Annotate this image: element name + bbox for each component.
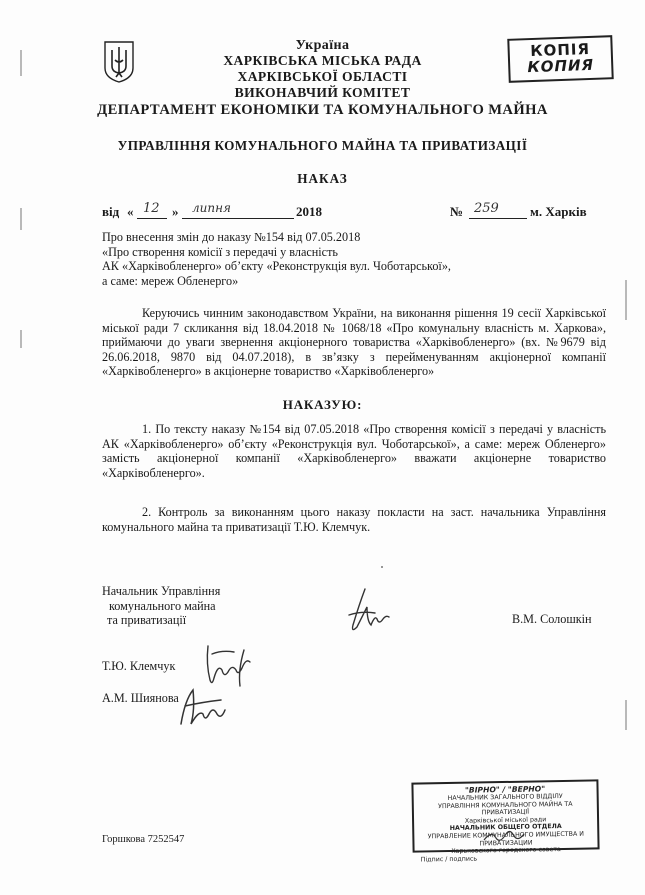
header-directorate: УПРАВЛІННЯ КОМУНАЛЬНОГО МАЙНА ТА ПРИВАТИЗАЦІЇ — [117, 138, 528, 153]
signature-title — [102, 584, 322, 628]
stamp-signature-icon — [480, 826, 540, 846]
approval-signature-icon — [175, 680, 235, 730]
header-region: ХАРКІВСЬКОЇ ОБЛАСТІ — [237, 69, 408, 84]
order-item-2: 2. Контроль за виконанням цього наказу покласти на заст. начальника Управління комунального майна та приватизації Т.Ю. Клемчук. — [102, 505, 606, 534]
header-city-council: ХАРКІВСЬКА МІСЬКА РАДА — [223, 53, 422, 68]
date-day-handwritten: 12 — [143, 201, 160, 216]
date-number-line — [102, 201, 622, 222]
copy-stamp — [507, 35, 613, 83]
signature-title-line-2: комунального майна — [109, 598, 216, 613]
certify-stamp-line-8: Підпис / подпись — [420, 855, 478, 864]
signatory-name: В.М. Солошкін — [512, 612, 592, 626]
order-number-handwritten: 259 — [474, 201, 499, 216]
scan-edge-mark — [20, 208, 22, 230]
signature-title-line-3: та приватизації — [107, 613, 187, 628]
day-underline — [137, 218, 167, 219]
executor-note: Горшкова 7252547 — [102, 834, 185, 845]
copy-stamp-line-1: КОПІЯ — [530, 39, 591, 61]
order-item-1: 1. По тексту наказу №154 від 07.05.2018 «Про створення комісії з передачі у власність АК «Харківобленерго» об’єкту «Реконструкція вул. Чоботарської», а саме: мереж Обленерго» замість акціонерної компанії «Харківобленерго» вважати акціонерне товариство «Харківобленерго». — [102, 422, 606, 480]
certify-stamp-line-2: НАЧАЛЬНИК ЗАГАЛЬНОГО ВІДДІЛУ — [447, 792, 563, 803]
header-department: ДЕПАРТАМЕНТ ЕКОНОМІКИ ТА КОМУНАЛЬНОГО МАЙНА — [97, 102, 548, 118]
certify-stamp-line-5: НАЧАЛЬНИК ОБЩЕГО ОТДЕЛА — [449, 823, 562, 833]
place: м. Харків — [530, 204, 587, 219]
scan-edge-mark — [625, 280, 627, 320]
header-country: Україна — [295, 38, 350, 53]
date-year: 2018 — [296, 204, 322, 219]
head-signature-icon — [345, 585, 395, 637]
order-number-sign: № — [450, 204, 464, 219]
order-heading: НАКАЗУЮ: — [282, 397, 363, 412]
scan-edge-mark — [625, 700, 627, 730]
subject-line-2: «Про створення комісії з передачі у власність — [102, 244, 338, 259]
certify-stamp-line-4: Харківської міської ради — [464, 816, 547, 825]
document-type-title: НАКАЗ — [297, 171, 348, 186]
approval-name-shiyanova: А.М. Шиянова — [102, 691, 179, 705]
preamble-paragraph: Керуючись чинним законодавством України, на виконання рішення 19 сесії Харківської міської ради 7 скликання від 18.04.2018 № 1068/18 «Про комунальну власність м. Харкова», приймаючи до уваги звернення акціонерного товариства «Харківобленерго» (вх. №9679 від 26.06.2018, 9870 від 04.07.2018), в зв’язку з перейменуванням акціонерної компанії «Харківобленерго» в акціонерне товариство «Харківобленерго» — [102, 306, 606, 379]
date-open-quote: « — [127, 204, 134, 219]
date-prefix: від — [102, 204, 120, 219]
header-committee: ВИКОНАВЧИЙ КОМІТЕТ — [234, 85, 411, 100]
date-month-handwritten: липня — [192, 201, 231, 215]
month-underline — [182, 218, 294, 219]
scan-edge-mark — [20, 330, 22, 348]
subject-line-1: Про внесення змін до наказу №154 від 07.05.2018 — [102, 230, 361, 244]
number-underline — [469, 218, 527, 219]
certify-stamp-line-3: УПРАВЛІННЯ КОМУНАЛЬНОГО МАЙНА ТА ПРИВАТИЗАЦІЇ — [438, 800, 573, 817]
certify-stamp-line-1: "ВІРНО" / "ВЕРНО" — [464, 784, 546, 795]
certify-stamp-line-7: Харьковского городского совета — [451, 846, 561, 856]
subject-line-3: АК «Харківобленерго» об’єкту «Реконструкція вул. Чоботарської», — [102, 259, 451, 274]
subject-line-4: а саме: мереж Обленерго» — [102, 273, 239, 288]
approval-name-klemchuk: Т.Ю. Клемчук — [102, 659, 176, 673]
scan-dot — [381, 566, 383, 568]
date-close-quote: » — [172, 204, 179, 219]
order-subject — [102, 230, 522, 288]
signature-title-line-1: Начальник Управління — [102, 584, 221, 598]
certify-stamp-line-6: УПРАВЛЕНИЕ КОММУНАЛЬНОГО ИМУЩЕСТВА И ПРИВАТИЗАЦИИ — [427, 830, 585, 848]
copy-stamp-line-2: КОПИЯ — [527, 55, 595, 77]
